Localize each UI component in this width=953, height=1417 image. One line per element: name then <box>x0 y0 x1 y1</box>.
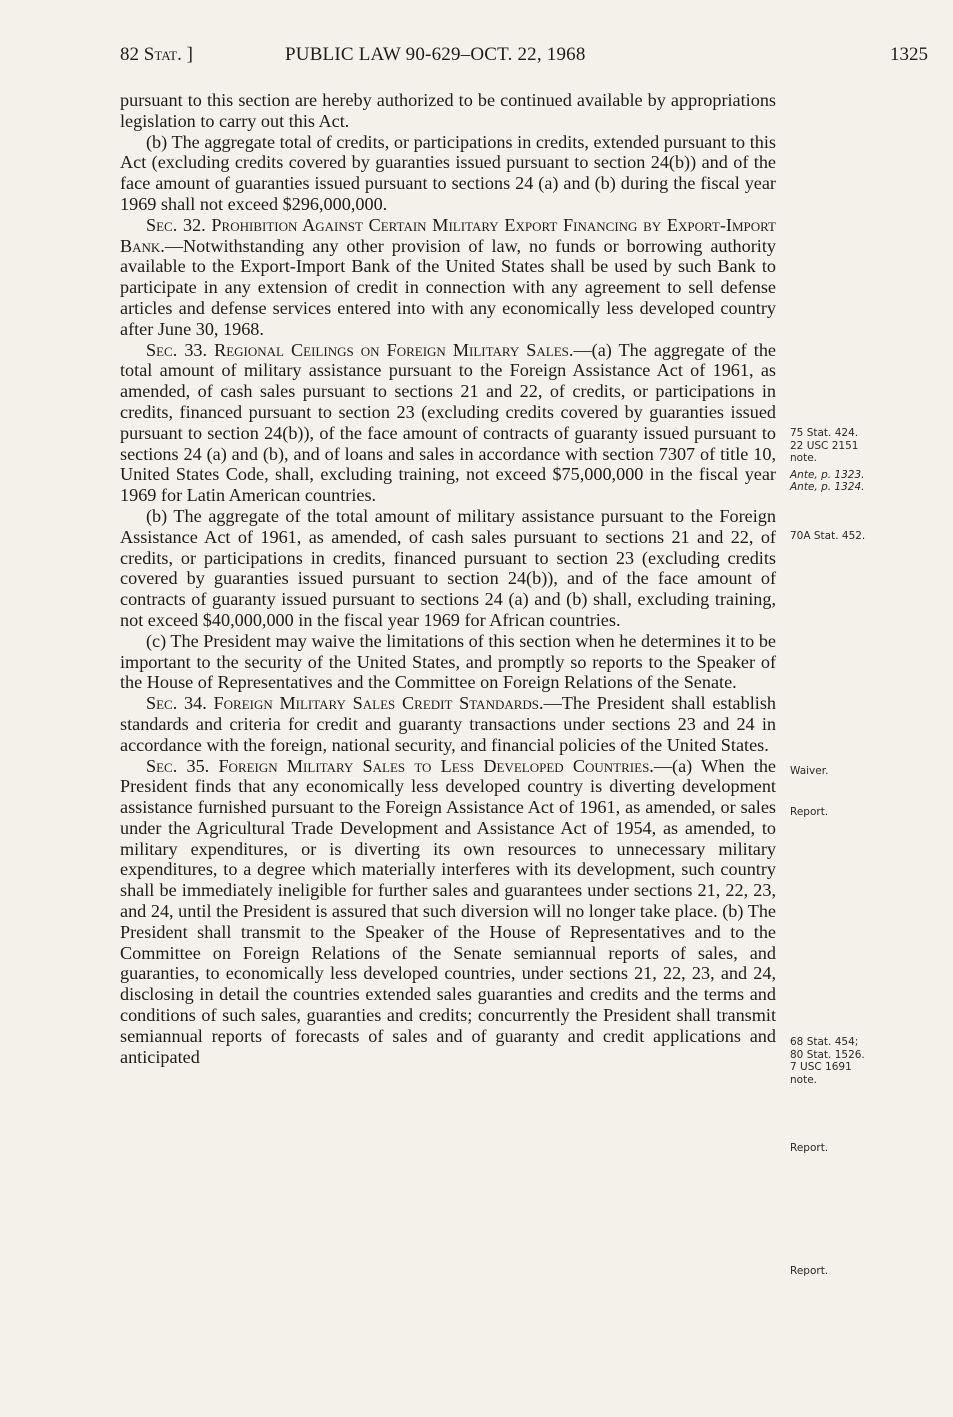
section-33 <box>120 340 776 506</box>
page-header <box>120 44 928 74</box>
section-34 <box>120 693 776 755</box>
margin-note: Report. <box>790 1265 829 1277</box>
section-heading: Sec. 34. Foreign Military Sales Credit Standards. <box>146 693 544 714</box>
section-text: —Notwithstanding any other provision of law, no funds or borrowing authority available to the Export-Import Bank of the United States shall be used by such Bank to participate in any extension of credit in connection with any agreement to sell defense articles and defense services entered into with any economically less developed country after June 30, 1968. <box>120 235 776 339</box>
margin-note: Waiver. <box>790 765 829 777</box>
section-35 <box>120 756 776 1068</box>
section-heading: Sec. 32. Prohibition Against Certain Military Export Financing by Export-Import Bank. <box>120 214 776 256</box>
paragraph: (b) The aggregate of the total amount of military assistance pursuant to the Foreign Assistance Act of 1961, as amended, of cash sales pursuant to sections 21 and 22, of credits, or participations in credits, financed pursuant to section 23 (excluding credits covered by guaranties issued pursuant to section 24(b)), and of the face amount of contracts of guaranty issued pursuant to sections 24 (a) and (b) shall, excluding training, not exceed $40,000,000 in the fiscal year 1969 for African countries. <box>120 505 776 630</box>
paragraph: pursuant to this section are hereby authorized to be continued available by appropriations legislation to carry out this Act. <box>120 90 776 131</box>
body-text <box>120 90 776 1067</box>
margin-note: 68 Stat. 454; 80 Stat. 1526. 7 USC 1691 note. <box>790 1036 865 1086</box>
paragraph: (c) The President may waive the limitations of this section when he determines it to be important to the security of the United States, and promptly so reports to the Speaker of the House of Representatives and the Committee on Foreign Relations of the Senate. <box>120 630 776 693</box>
section-text: —(a) The aggregate of the total amount of military assistance pursuant to the Foreign Assistance Act of 1961, as amended, of cash sales pursuant to sections 21 and 22, of credits, or participations in credits, financed pursuant to section 23 (excluding credits covered by guaranties issued pursuant to section 24(b)), of the face amount of contracts of guaranty issued pursuant to sections 24 (a) and (b), and of loans and sales in accordance with section 7307 of title 10, United States Code, shall, excluding training, not exceed $75,000,000 in the fiscal year 1969 for Latin American countries. <box>120 339 776 506</box>
section-text: —(a) When the President finds that any economically less developed country is diverting development assistance furnished pursuant to the Foreign Assistance Act of 1961, as amended, or sales under the Agricultural Trade Development and Assistance Act of 1954, as amended, to military expenditures, or is diverting its own resources to unnecessary military expenditures, to a degree which materially interferes with its development, such country shall be immediately ineligible for further sales and guarantees under sections 21, 22, 23, and 24, until the President is assured that such diversion will no longer take place. (b) The President shall transmit to the Speaker of the House of Representatives and to the Committee on Foreign Relations of the Senate semiannual reports of sales, and guaranties, to economically less developed countries, under sections 21, 22, 23, and 24, disclosing in detail the countries extended sales guaranties and credits and the terms and conditions of such sales, guaranties and credits; concurrently the President shall transmit semiannual reports of forecasts of sales and of guaranty and credit applications and anticipated <box>120 755 776 1067</box>
running-title: PUBLIC LAW 90-629–OCT. 22, 1968 <box>285 44 586 65</box>
margin-note: Report. <box>790 806 829 818</box>
section-heading: Sec. 35. Foreign Military Sales to Less Developed Countries. <box>146 755 654 776</box>
margin-note: 75 Stat. 424. 22 USC 2151 note. Ante, p. 1323. Ante, p. 1324. <box>790 427 865 493</box>
section-text: —The President shall establish standards and criteria for credit and guaranty transactions under sections 23 and 24 in accordance with the foreign, national security, and financial policies of the United States. <box>120 693 776 755</box>
page-number: 1325 <box>890 44 928 65</box>
margin-note: Report. <box>790 1142 829 1154</box>
statute-volume: 82 Stat. ] <box>120 44 193 65</box>
margin-note: 70A Stat. 452. <box>790 530 866 542</box>
paragraph: (b) The aggregate total of credits, or participations in credits, extended pursuant to this Act (excluding credits covered by guaranties issued pursuant to section 24(b)) and of the face amount of guaranties issued pursuant to sections 24 (a) and (b) during the fiscal year 1969 shall not exceed $296,000,000. <box>120 131 776 214</box>
section-heading: Sec. 33. Regional Ceilings on Foreign Military Sales. <box>146 339 574 360</box>
section-32 <box>120 215 776 340</box>
